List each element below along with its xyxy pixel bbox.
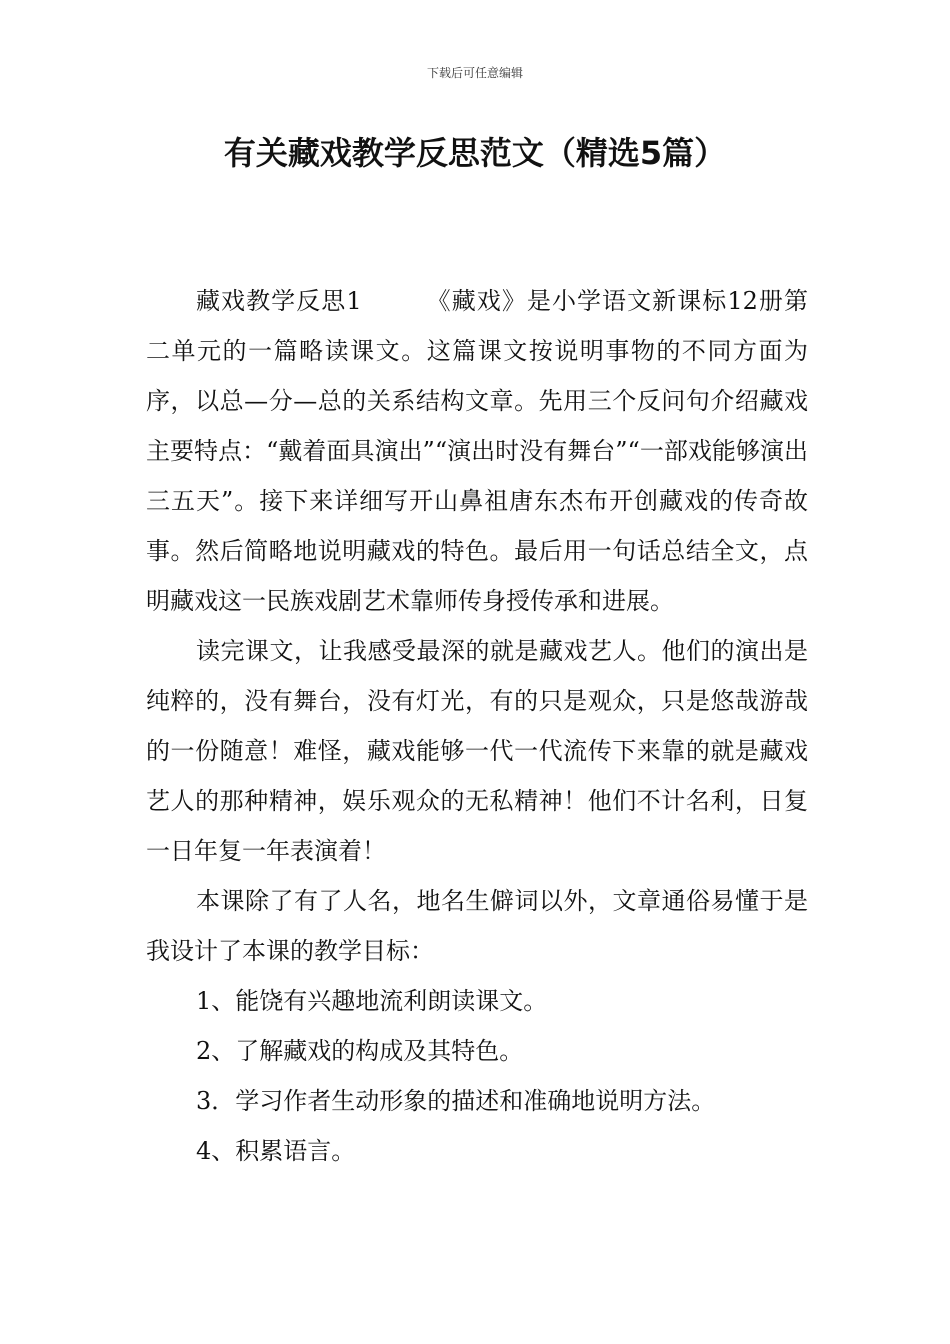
section-heading: 藏戏教学反思1 [196, 287, 362, 315]
paragraph: 本课除了有了人名，地名生僻词以外，文章通俗易懂于是我设计了本课的教学目标： [146, 887, 808, 965]
goal-item: 3．学习作者生动形象的描述和准确地说明方法。 [196, 1087, 716, 1115]
document-title: 有关藏戏教学反思范文（精选5篇） [223, 134, 727, 172]
header-note: 下载后可任意编辑 [426, 66, 523, 80]
goal-item: 4、积累语言。 [196, 1137, 356, 1165]
paragraph: 读完课文，让我感受最深的就是藏戏艺人。他们的演出是纯粹的，没有舞台，没有灯光，有的只是观众，只是悠哉游哉的一份随意！难怪，藏戏能够一代一代流传下来靠的就是藏戏艺人的那种精神，娱乐观众的无私精神！他们不计名利，日复一日年复一年表演着！ [146, 637, 808, 865]
paragraph-text: 《藏戏》是小学语文新课标12册第二单元的一篇略读课文。这篇课文按说明事物的不同方面为序，以总—分—总的关系结构文章。先用三个反问句介绍藏戏主要特点：“戴着面具演出”“演出时没有舞台”“一部戏能够演出三五天”。接下来详细写开山鼻祖唐东杰布开创藏戏的传奇故事。然后简略地说明藏戏的特色。最后用一句话总结全文，点明藏戏这一民族戏剧艺术靠师传身授传承和进展。 [146, 287, 808, 615]
document-body [146, 276, 808, 1176]
goal-item: 1、能饶有兴趣地流利朗读课文。 [196, 987, 548, 1015]
goal-item: 2、了解藏戏的构成及其特色。 [196, 1037, 524, 1065]
paragraph-intro [146, 276, 808, 626]
